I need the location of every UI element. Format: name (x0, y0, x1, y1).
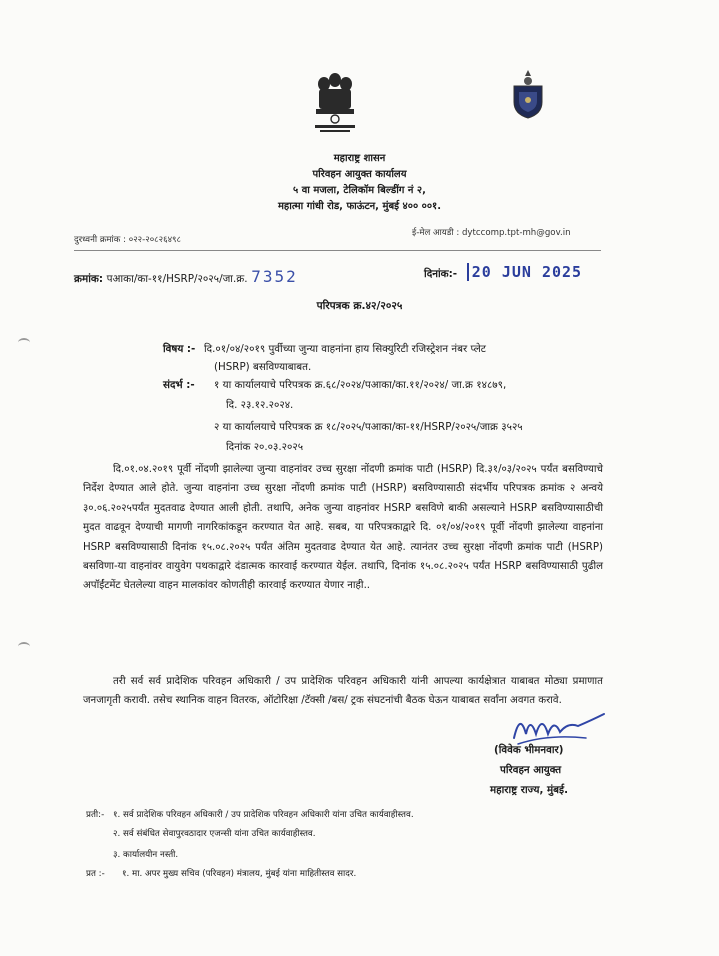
ashoka-emblem-icon (310, 70, 360, 136)
body-paragraph-1-text: दि.०१.०४.२०१९ पूर्वी नोंदणी झालेल्या जुन्या वाहनांवर उच्च सुरक्षा नोंदणी क्रमांक पाटी (HSRP) दि.३१/०३/२०२५ पर्यंत बसविण्याचे निर्देश देण्यात आले होते. जुन्या वाहनांना उच्च सुरक्षा नोंदणी क्रमांक पाटी (HSRP) बसविण्यासाठी संदर्भीय परिपत्रक क्रमांक २ अन्वये ३०.०६.२०२५पर्यंत मुदतवाढ देण्यात आली होती. तथापि, अनेक जुन्या वाहनांवर HSRP बसविणे बाकी असल्याने HSRP बसविण्यासाठीची मुदत वाढवून देण्याची मागणी नागरिकांकडून करण्यात येत आहे. सबब, या परिपत्रकाद्वारे दि. ०१/०४/२०१९ पूर्वी नोंदणी झालेल्या वाहनांना HSRP बसविण्यासाठी दिनांक १५.०८.२०२५ पर्यंत अंतिम मुदतवाढ देण्यात येत आहे. त्यानंतर उच्च सुरक्षा नोंदणी क्रमांक पाटी (HSRP) बसविणा-या वाहनांवर वायुवेग पथकाद्वारे दंडात्मक कारवाई करण्यात येईल. तथापि, दिनांक १५.०८.२०२५ पर्यंत HSRP बसविण्यासाठी पुढील अपॉईंटमेंट घेतलेल्या वाहन मालकांवर कोणतीही कारवाई करण्यात येणार नाही.. (83, 464, 603, 592)
copies-label: प्रती:- (86, 810, 105, 820)
org-header-line4: महात्मा गांधी रोड, फाऊंटन, मुंबई ४०० ००१. (277, 201, 442, 212)
reference-number (74, 267, 298, 286)
references-label: संदर्भ :- (163, 379, 195, 391)
reference-2-line2: दिनांक २०.०३.२०२५ (226, 441, 304, 453)
copy-to-label: प्रत :- (86, 869, 105, 879)
reference-1-line2: दि. २३.१२.२०२४. (226, 399, 294, 411)
police-crest-icon (510, 68, 546, 120)
reference-2-line1: २ या कार्यालयाचे परिपत्रक क्र १८/२०२५/पआका/का-११/HSRP/२०२५/जाक्र ३५२५ (214, 421, 523, 433)
org-header-line1: महाराष्ट्र शासन (333, 153, 386, 164)
scan-margin-mark (18, 338, 30, 347)
reference-text: पआका/का-११/HSRP/२०२५/जा.क्र. (106, 273, 248, 285)
handwritten-inward-number: 7352 (251, 267, 298, 286)
date-row (424, 263, 582, 281)
copy-item-1: १. सर्व प्रादेशिक परिवहन अधिकारी / उप प्रादेशिक परिवहन अधिकारी यांना उचित कार्यवाहीस्तव. (113, 810, 414, 820)
signatory-name: (विवेक भीमनवार) (494, 744, 564, 756)
header-divider (74, 250, 601, 251)
subject-line2: (HSRP) बसविण्याबाबत. (214, 361, 312, 373)
reference-1-line1: १ या कार्यालयाचे परिपत्रक क्र.६८/२०२४/पआका/का.११/२०२४/ जा.क्र १४८७९, (214, 379, 507, 391)
signatory-state: महाराष्ट्र राज्य, मुंबई. (490, 784, 569, 796)
subject-line1: दि.०१/०४/२०१९ पुर्वीच्या जुन्या वाहनांना हाय सिक्युरिटी रजिस्ट्रेशन नंबर प्लेट (204, 343, 486, 355)
copy-item-4: १. मा. अपर मुख्य सचिव (परिवहन) मंत्रालय, मुंबई यांना माहितीस्तव सादर. (122, 869, 357, 879)
reference-label: क्रमांक: (74, 273, 104, 285)
copy-item-3: ३. कार्यालयीन नस्ती. (113, 850, 179, 860)
scan-margin-mark (18, 642, 30, 651)
body-paragraph-1 (83, 460, 603, 596)
signatory-designation: परिवहन आयुक्त (500, 764, 562, 776)
circular-title: परिपत्रक क्र.४२/२०२५ (316, 300, 403, 312)
date-stamp: 20 JUN 2025 (467, 263, 582, 281)
copy-item-2: २. सर्व संबंधित सेवापुरवठादार एजन्सी यांना उचित कार्यवाहीस्तव. (113, 829, 316, 839)
subject-label: विषय :- (163, 343, 196, 355)
body-paragraph-2-text: तरी सर्व सर्व प्रादेशिक परिवहन अधिकारी / उप प्रादेशिक परिवहन अधिकारी यांनी आपल्या कार्यक्षेत्रात याबाबत मोठ्या प्रमाणात जनजागृती करावी. तसेच स्थानिक वाहन वितरक, ऑटोरिक्षा /टॅक्सी /बस/ ट्रक संघटनांची बैठक घेऊन याबाबत सर्वांना अवगत करावे. (83, 676, 603, 707)
email-address: ई-मेल आयडी : dytccomp.tpt-mh@gov.in (412, 228, 571, 238)
phone-number: दुरध्वनी क्रमांक : ०२२-२०८२६४९८ (74, 235, 181, 245)
org-header-line3: ५ वा मजला, टेलिकॉम बिल्डींग नं २, (293, 185, 426, 196)
org-header-line2: परिवहन आयुक्त कार्यालय (312, 169, 407, 180)
date-label: दिनांक:- (424, 268, 458, 280)
